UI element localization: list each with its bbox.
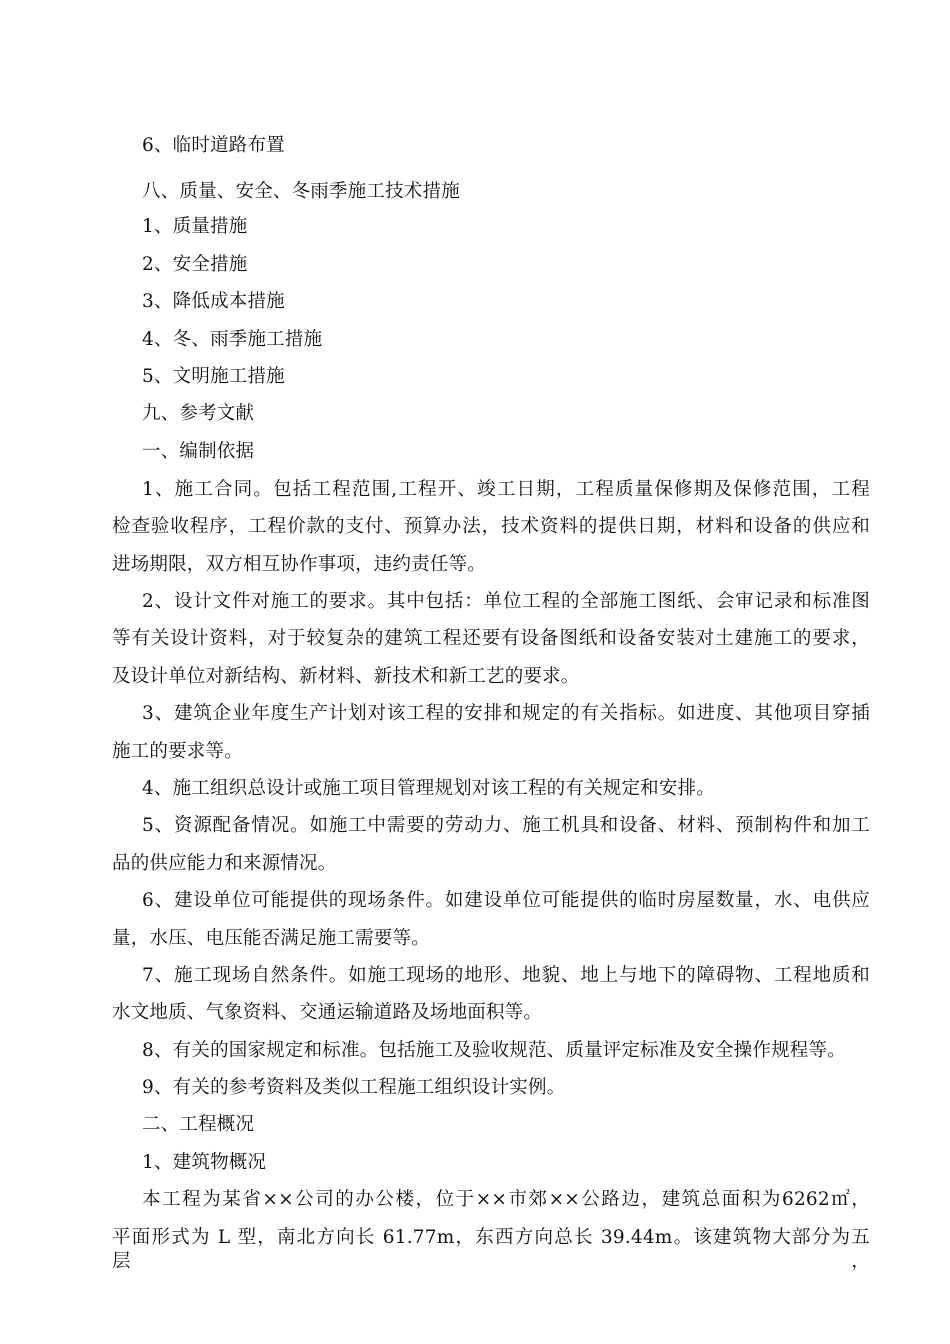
- paragraph-line: 9、有关的参考资料及类似工程施工组织设计实例。: [142, 1077, 566, 1098]
- outline-item: 2、安全措施: [142, 254, 248, 275]
- paragraph-line: 施工的要求等。: [112, 741, 243, 762]
- section-heading: 二、工程概况: [142, 1114, 255, 1135]
- paragraph-line: 等有关设计资料，对于较复杂的建筑工程还要有设备图纸和设备安装对土建施工的要求，: [112, 628, 870, 649]
- section-heading: 一、编制依据: [142, 441, 255, 462]
- paragraph-line: 水文地质、气象资料、交通运输道路及场地面积等。: [112, 1002, 543, 1023]
- paragraph-line: 8、有关的国家规定和标准。包括施工及验收规范、质量评定标准及安全操作规程等。: [142, 1040, 846, 1061]
- outline-item: 九、参考文献: [142, 403, 255, 424]
- paragraph-line: 6、建设单位可能提供的现场条件。如建设单位可能提供的临时房屋数量，水、电供应: [142, 890, 870, 911]
- paragraph-line: 及设计单位对新结构、新材料、新技术和新工艺的要求。: [112, 666, 580, 687]
- paragraph-line: 本工程为某省××公司的办公楼，位于××市郊××公路边，建筑总面积为6262㎡，: [142, 1189, 870, 1210]
- paragraph-line: 2、设计文件对施工的要求。其中包括：单位工程的全部施工图纸、会审记录和标准图: [142, 591, 870, 612]
- outline-item: 1、质量措施: [142, 216, 248, 237]
- paragraph-line: 进场期限，双方相互协作事项，违约责任等。: [112, 554, 487, 575]
- paragraph-line: 1、施工合同。包括工程范围,工程开、竣工日期，工程质量保修期及保修范围，工程: [142, 479, 870, 500]
- paragraph-line: 平面形式为 L 型，南北方向长 61.77m，东西方向总长 39.44m。该建筑物大部分为五层，: [112, 1227, 870, 1272]
- paragraph-line: 品的供应能力和来源情况。: [112, 853, 337, 874]
- paragraph-line: 量，水压、电压能否满足施工需要等。: [112, 928, 430, 949]
- paragraph-line: 7、施工现场自然条件。如施工现场的地形、地貌、地上与地下的障碍物、工程地质和: [142, 965, 870, 986]
- subsection-heading: 1、建筑物概况: [142, 1152, 267, 1173]
- outline-item: 6、临时道路布置: [142, 135, 285, 156]
- paragraph-line: 4、施工组织总设计或施工项目管理规划对该工程的有关规定和安排。: [142, 778, 715, 799]
- paragraph-line: 检查验收程序，工程价款的支付、预算办法，技术资料的提供日期，材料和设备的供应和: [112, 516, 870, 537]
- outline-item: 八、质量、安全、冬雨季施工技术措施: [142, 181, 460, 202]
- paragraph-line: 3、建筑企业年度生产计划对该工程的安排和规定的有关指标。如进度、其他项目穿插: [142, 703, 870, 724]
- outline-item: 4、冬、雨季施工措施: [142, 329, 323, 350]
- outline-item: 3、降低成本措施: [142, 291, 285, 312]
- paragraph-line: 5、资源配备情况。如施工中需要的劳动力、施工机具和设备、材料、预制构件和加工: [142, 815, 870, 836]
- outline-item: 5、文明施工措施: [142, 366, 285, 387]
